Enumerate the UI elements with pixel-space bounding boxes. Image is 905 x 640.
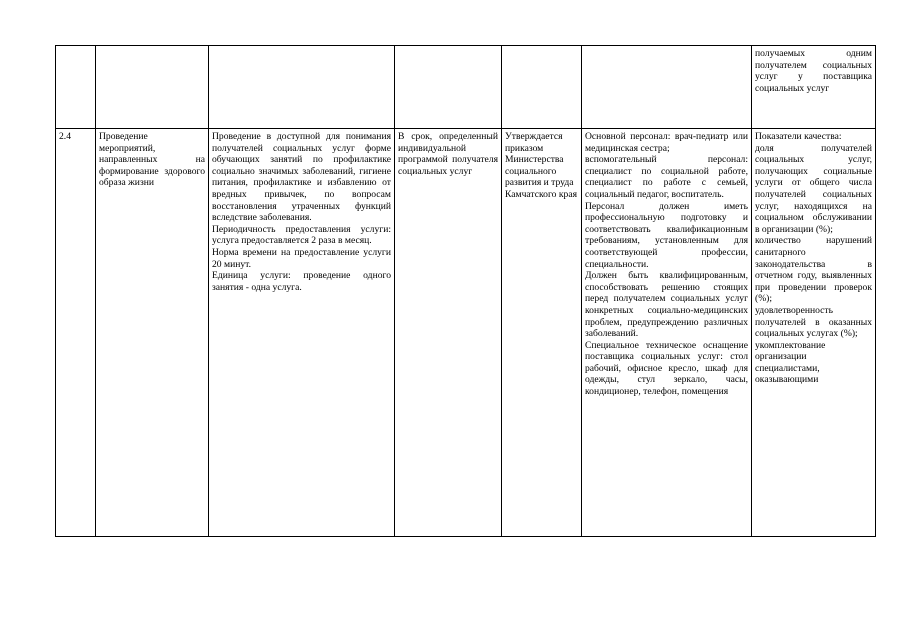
cell-description-empty	[209, 46, 395, 129]
cell-tariff-empty	[502, 46, 582, 129]
services-table	[55, 45, 876, 537]
conditions-paragraph: вспомогательный персонал: специалист по социальной работе, специалист по работе с семьей, социальный педагог, воспитатель.	[585, 154, 748, 200]
cell-conditions-empty	[582, 46, 752, 129]
conditions-paragraph: Персонал должен иметь профессиональную подготовку и соответствовать квалификационным требованиям, установленным для соответствующей профессии, специальности.	[585, 200, 748, 270]
description-paragraph: Норма времени на предоставление услуги 20 минут.	[212, 246, 391, 270]
table-row-2-4	[56, 129, 876, 537]
cell-number-empty	[56, 46, 96, 129]
conditions-paragraph: Основной персонал: врач-педиатр или медицинская сестра;	[585, 131, 748, 154]
table-row-continued	[56, 46, 876, 129]
indicators-paragraph: количество нарушений санитарного законодательства в отчетном году, выявленных при проведении проверок (%);	[755, 235, 872, 305]
row-number: 2.4	[59, 131, 71, 142]
indicators-paragraph: укомплектование организации специалистами, оказывающими	[755, 339, 826, 386]
term-text: В срок, определенный индивидуальной программой получателя социальных услуг	[398, 131, 498, 177]
cell-description	[209, 129, 395, 537]
indicators-tail-text: получаемых одним получателем социальных услуг у поставщика социальных услуг	[755, 48, 872, 94]
indicators-heading: Показатели качества:	[755, 131, 842, 142]
cell-tariff	[502, 129, 582, 537]
cell-indicators	[752, 129, 876, 537]
cell-conditions	[582, 129, 752, 537]
cell-term	[395, 129, 502, 537]
service-name: Проведение мероприятий, направленных на формирование здорового образа жизни	[99, 131, 205, 189]
description-paragraph: Единица услуги: проведение одного занятия - одна услуга.	[212, 270, 391, 293]
conditions-paragraph: Специальное техническое оснащение поставщика социальных услуг: стол рабочий, офисное кресло, шкаф для одежды, стул зеркало, часы, кондиционер, телефон, помещения	[585, 339, 748, 398]
conditions-paragraph: Должен быть квалифицированным, способствовать решению стоящих перед получателем социальных услуг конкретных социально-медицинских проблем, предупреждению различных заболеваний.	[585, 270, 748, 340]
indicators-paragraph: доля получателей социальных услуг, получающих социальные услуги от общего числа получателей социальных услуг, находящихся на социальном обслуживании в организации (%);	[755, 142, 872, 235]
cell-name-empty	[96, 46, 209, 129]
indicators-paragraph: удовлетворенность получателей в оказанных социальных услугах (%);	[755, 304, 872, 340]
cell-service-name	[96, 129, 209, 537]
cell-term-empty	[395, 46, 502, 129]
description-paragraph: Проведение в доступной для понимания получателей социальных услуг форме обучающих занятий по профилактике социально значимых заболеваний, гигиене питания, профилактике и избавлению от вредных привычек, по вопросам восстановления утраченных функций вследствие заболевания.	[212, 131, 391, 224]
cell-indicators-continued	[752, 46, 876, 129]
cell-number	[56, 129, 96, 537]
description-paragraph: Периодичность предоставления услуги: услуга предоставляется 2 раза в месяц.	[212, 223, 391, 247]
tariff-text: Утверждается приказом Министерства социального развития и труда Камчатского края	[505, 131, 577, 200]
